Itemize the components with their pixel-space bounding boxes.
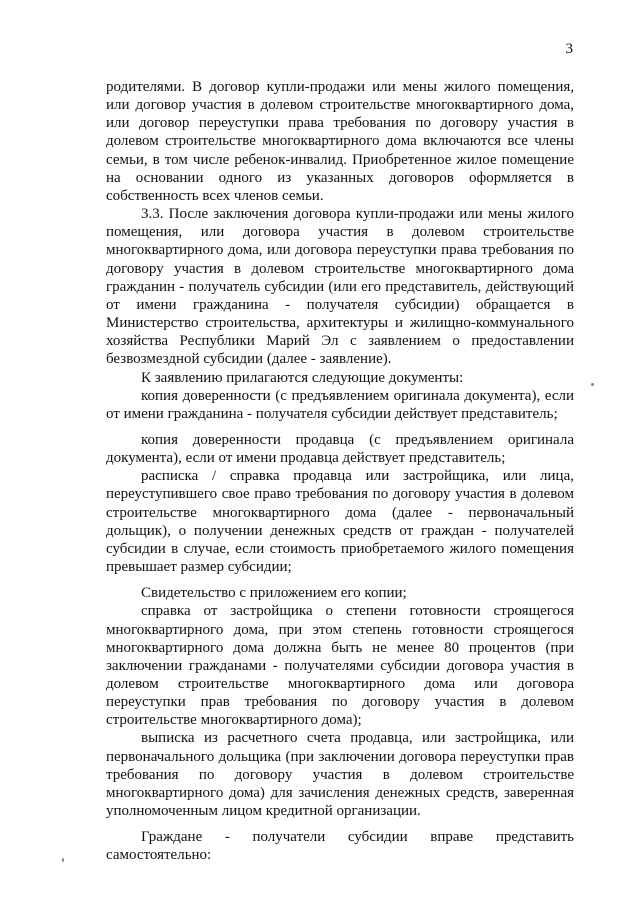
list-item-seller-power-of-attorney: копия доверенности продавца (с предъявлением оригинала документа), если от имени продавца действует представитель; xyxy=(106,431,574,467)
paragraph-family-ownership: родителями. В договор купли-продажи или мены жилого помещения, или договор участия в долевом строительстве многоквартирного дома, или договор переуступки права требования по договору участия в долевом строительстве многоквартирного дома включаются все члены семьи, в том числе ребенок-инвалид. Приобретенное жилое помещение на основании одного из указанных договоров оформляется в собственность всех членов семьи. xyxy=(106,79,574,204)
list-item-readiness-certificate: справка от застройщика о степени готовности строящегося многоквартирного дома, при этом степень готовности строящегося многоквартирного дома должна быть не менее 80 процентов (при заключении гражданами - получателями субсидии договора участия в долевом строительстве многоквартирного дома или договора переуступки прав требования по договору участия в долевом строительстве многоквартирного дома); xyxy=(106,603,574,729)
scan-speck xyxy=(62,858,64,862)
paragraph-documents-intro: К заявлению прилагаются следующие документы: xyxy=(141,369,464,386)
list-item-power-of-attorney: копия доверенности (с предъявлением оригинала документа), если от имени гражданина - получателя субсидии действует представитель; xyxy=(106,387,574,422)
page-number: 3 xyxy=(565,41,573,57)
paragraph-optional-documents: Граждане - получатели субсидии вправе представить самостоятельно: xyxy=(106,829,574,864)
list-item-receipt: расписка / справка продавца или застройщика, или лица, переуступившего свое право требования по договору участия в долевом строительстве многоквартирного дома (далее - первоначальный дольщик), о получении денежных средств от граждан - получателей субсидии в случае, если стоимость приобретаемого жилого помещения превышает размер субсидии; xyxy=(106,468,574,576)
scan-speck xyxy=(591,383,594,386)
list-item-certificate: Свидетельство с приложением его копии; xyxy=(141,585,407,602)
paragraph-3-3: 3.3. После заключения договора купли-продажи или мены жилого помещения, или договора участия в долевом строительстве многоквартирного дома, или договора переуступки права требования по договору участия в долевом строительстве многоквартирного дома гражданин - получатель субсидии (или его представитель, действующий от имени гражданина - получателя субсидии) обращается в Министерство строительства, архитектуры и жилищно-коммунального хозяйства Республики Марий Эл с заявлением о предоставлении безвозмездной субсидии (далее - заявление). xyxy=(106,206,574,368)
document-body xyxy=(106,78,574,865)
list-item-account-statement: выписка из расчетного счета продавца, или застройщика, или первоначального дольщика (при заключении договора переуступки прав требования по договору участия в долевом строительстве многоквартирного дома) для зачисления денежных средств, заверенная уполномоченным лицом кредитной организации. xyxy=(106,730,574,820)
